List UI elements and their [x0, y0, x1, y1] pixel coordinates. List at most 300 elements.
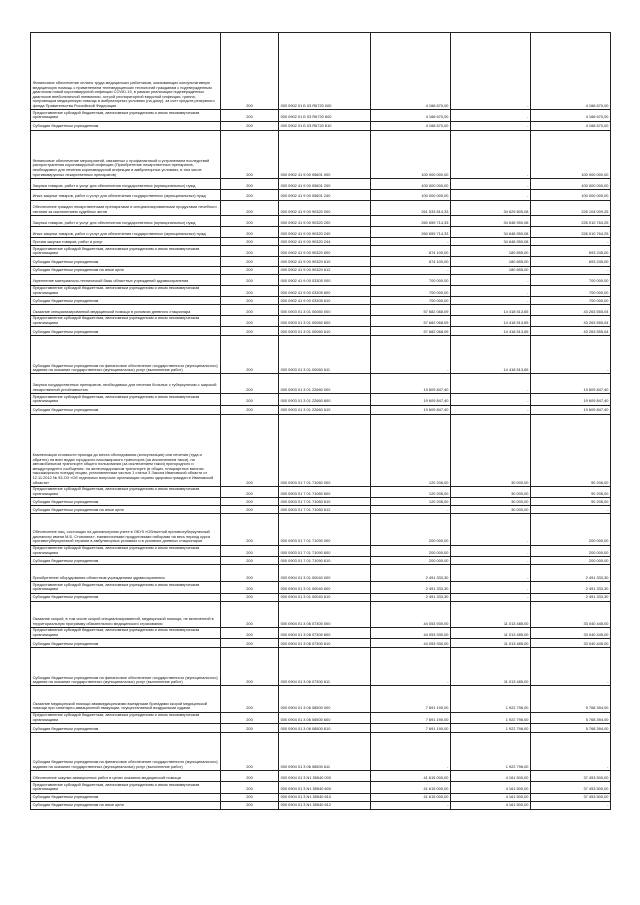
table-row [31, 593, 611, 601]
row-name-cell: Субсидии бюджетным учреждениям [31, 556, 221, 564]
row-code-cell: 200 [221, 200, 279, 216]
row-remaining-amount-cell: 4 168 670,00 [531, 110, 611, 121]
row-name-cell: Закупка товаров, работ и услуг для обеспечения государственных (муниципальных) нужд [31, 178, 221, 189]
row-code-cell: 200 [221, 733, 279, 771]
row-approved-amount-cell: 261 533 814,33 [371, 200, 451, 216]
row-approved-amount-cell: 260 659 714,33 [371, 227, 451, 238]
row-classification-cell: 000 0904 01 3 N1 55540 600 [279, 782, 371, 793]
table-row [31, 648, 611, 686]
row-approved-amount-cell: 700 000,00 [371, 274, 451, 285]
row-classification-cell: 000 0904 01 3 01 00040 000 [279, 564, 371, 581]
row-code-cell: 200 [221, 648, 279, 686]
row-name-cell: Субсидии бюджетным учреждениям [31, 793, 221, 801]
row-classification-cell: 000 0902 41 9 00 03305 610 [279, 296, 371, 304]
row-name-cell: Предоставление субсидий бюджетным, автономным учреждениям и иным некоммерческим организациям [31, 315, 221, 326]
row-name-cell: Предоставление субсидий бюджетным, автономным учреждениям и иным некоммерческим организациям [31, 627, 221, 638]
row-code-cell: 200 [221, 374, 279, 394]
row-code-cell: 200 [221, 405, 279, 414]
row-executed-amount-cell: - [451, 564, 531, 581]
row-code-cell: 200 [221, 506, 279, 514]
row-code-cell: 200 [221, 227, 279, 238]
row-classification-cell: 000 0903 01 3 01 00060 000 [279, 304, 371, 315]
table-row [31, 601, 611, 627]
row-approved-amount-cell: - [371, 801, 451, 809]
row-code-cell: 200 [221, 304, 279, 315]
row-remaining-amount-cell: 200 000,00 [531, 545, 611, 556]
row-remaining-amount-cell: 2 491 333,30 [531, 582, 611, 593]
row-approved-amount-cell: - [371, 506, 451, 514]
row-name-cell: Прочая закупка товаров, работ и услуг [31, 238, 221, 246]
row-remaining-amount-cell: 700 000,00 [531, 285, 611, 296]
row-classification-cell: 000 0904 01 3 06 07300 611 [279, 648, 371, 686]
row-name-cell: Приобретение оборудования областным учреждениям здравоохранения [31, 564, 221, 581]
row-classification-cell: 000 0902 41 9 00 90320 612 [279, 266, 371, 274]
row-classification-cell: 000 0904 01 3 01 00040 610 [279, 593, 371, 601]
table-row [31, 394, 611, 405]
row-remaining-amount-cell: 90 206,00 [531, 498, 611, 506]
row-remaining-amount-cell: 226 010 764,25 [531, 227, 611, 238]
row-approved-amount-cell: 44 053 930,00 [371, 601, 451, 627]
table-row [31, 414, 611, 486]
row-classification-cell: 000 0903 01 7 01 71060 000 [279, 414, 371, 486]
row-approved-amount-cell: 874 100,00 [371, 257, 451, 266]
table-row [31, 556, 611, 564]
row-classification-cell: 000 0904 01 3 06 07300 610 [279, 639, 371, 648]
row-approved-amount-cell: 2 491 333,30 [371, 582, 451, 593]
row-name-cell: Субсидии бюджетным учреждениям [31, 405, 221, 414]
row-remaining-amount-cell: 90 206,00 [531, 414, 611, 486]
row-code-cell: 200 [221, 33, 279, 110]
row-remaining-amount-cell: 5 768 394,00 [531, 686, 611, 712]
row-classification-cell: 000 0902 41 9 00 05601 240 [279, 189, 371, 200]
row-classification-cell: 000 0902 41 9 00 03305 600 [279, 285, 371, 296]
row-code-cell: 200 [221, 315, 279, 326]
row-remaining-amount-cell: 5 768 394,00 [531, 712, 611, 723]
row-approved-amount-cell: 100 000 000,00 [371, 130, 451, 178]
row-classification-cell: 000 0903 01 3 01 00060 600 [279, 315, 371, 326]
row-code-cell: 200 [221, 782, 279, 793]
table-row [31, 771, 611, 782]
row-code-cell: 200 [221, 712, 279, 723]
budget-execution-table [30, 32, 611, 810]
row-approved-amount-cell: 57 682 068,09 [371, 327, 451, 336]
row-classification-cell: 000 0903 01 3 01 22660 000 [279, 374, 371, 394]
row-classification-cell: 000 0904 01 3 06 08500 000 [279, 686, 371, 712]
row-code-cell: 200 [221, 266, 279, 274]
row-classification-cell: 000 0903 01 3 01 22660 610 [279, 405, 371, 414]
row-remaining-amount-cell: 4 168 670,00 [531, 33, 611, 110]
row-executed-amount-cell: - [451, 285, 531, 296]
row-name-cell: Закупка государственных препаратов, необходимых для лечения больных с туберкулезом с широкой лекарственной устойчивостью [31, 374, 221, 394]
table-row [31, 639, 611, 648]
row-remaining-amount-cell: - [531, 506, 611, 514]
table-row [31, 782, 611, 793]
table-row [31, 227, 611, 238]
row-remaining-amount-cell: 700 000,00 [531, 274, 611, 285]
row-executed-amount-cell: 34 648 950,08 [451, 216, 531, 227]
row-remaining-amount-cell: 37 453 500,00 [531, 771, 611, 782]
row-approved-amount-cell: 4 168 670,00 [371, 121, 451, 130]
row-remaining-amount-cell: 700 000,00 [531, 296, 611, 304]
row-name-cell: Предоставление субсидий бюджетным, автономным учреждениям и иным некоммерческим организациям [31, 285, 221, 296]
row-approved-amount-cell: - [371, 648, 451, 686]
row-name-cell: Оказание специализированной медицинской помощи в условиях дневного стационара [31, 304, 221, 315]
row-remaining-amount-cell: 2 491 333,30 [531, 593, 611, 601]
row-approved-amount-cell: 41 615 000,00 [371, 771, 451, 782]
row-approved-amount-cell: 41 615 000,00 [371, 782, 451, 793]
row-executed-amount-cell: - [451, 110, 531, 121]
row-executed-amount-cell: 4 161 500,00 [451, 771, 531, 782]
row-executed-amount-cell: 4 161 500,00 [451, 801, 531, 809]
row-approved-amount-cell: 19 609 847,40 [371, 394, 451, 405]
row-approved-amount-cell: 260 659 714,33 [371, 216, 451, 227]
row-approved-amount-cell: - [371, 336, 451, 374]
row-remaining-amount-cell: - [531, 733, 611, 771]
row-code-cell: 200 [221, 246, 279, 257]
table-body [31, 33, 611, 810]
row-approved-amount-cell: 700 000,00 [371, 296, 451, 304]
row-approved-amount-cell: 2 491 333,30 [371, 593, 451, 601]
table-row [31, 506, 611, 514]
table-row [31, 801, 611, 809]
row-executed-amount-cell: - [451, 556, 531, 564]
row-executed-amount-cell: 4 161 500,00 [451, 782, 531, 793]
row-approved-amount-cell: 7 691 190,00 [371, 686, 451, 712]
row-classification-cell: 000 0904 01 3 01 00040 600 [279, 582, 371, 593]
table-row [31, 216, 611, 227]
row-code-cell: 200 [221, 189, 279, 200]
table-row [31, 498, 611, 506]
row-remaining-amount-cell: - [531, 801, 611, 809]
row-executed-amount-cell: 34 648 950,08 [451, 238, 531, 246]
row-name-cell: Субсидии бюджетным учреждениям [31, 257, 221, 266]
row-name-cell: Компенсация стоимости проезда до места обследования (консультации) или лечения (туда и обратно) на всех видах городского пассажирского транспорта (за исключением такси), на автомобильном транспорте общего пользования (за исключением такси) пригородного и междугороднего сообщения, на железнодорожном транспорте (в общих, плацкартных вагонах пассажирского поезда) лицам, установленным частью 1 статьи 3 Закона Ивановской области от 12.11.2012 № 93-ОЗ «Об отдельных вопросах организации охраны здоровья граждан в Ивановской области» [31, 414, 221, 486]
row-classification-cell: 000 0903 01 7 01 71060 610 [279, 498, 371, 506]
row-approved-amount-cell: 200 000,00 [371, 545, 451, 556]
row-name-cell: Предоставление субсидий бюджетным, автономным учреждениям и иным некоммерческим организациям [31, 110, 221, 121]
row-remaining-amount-cell: 19 609 847,40 [531, 374, 611, 394]
row-code-cell: 200 [221, 582, 279, 593]
row-name-cell: Субсидии бюджетным учреждениям [31, 121, 221, 130]
row-classification-cell: 000 0904 01 3 N1 55540 612 [279, 801, 371, 809]
table-row [31, 257, 611, 266]
row-classification-cell: 000 0904 01 3 06 08500 610 [279, 724, 371, 733]
row-remaining-amount-cell: 100 000 000,00 [531, 178, 611, 189]
row-code-cell: 200 [221, 724, 279, 733]
row-code-cell: 200 [221, 601, 279, 627]
row-name-cell: Финансовое обеспечение оплаты труда медицинских работников, оказывающих консультативную медицинскую помощь с применением телемедицинских технологий гражданам с подтвержденным диагнозом новой коронавирусной инфекции COVID-19, в рамках реализации подтвержденных диагнозов внебольничной пневмонии, острой респираторной вирусной инфекции, гриппа, получающим медицинскую помощь в амбулаторных условиях (на дому), за счет средств резервного фонда Правительства Российской Федерации [31, 33, 221, 110]
row-executed-amount-cell: 1 922 796,00 [451, 686, 531, 712]
row-code-cell: 200 [221, 486, 279, 497]
table-row [31, 686, 611, 712]
row-code-cell: 200 [221, 627, 279, 638]
row-executed-amount-cell: 34 648 950,08 [451, 227, 531, 238]
row-classification-cell: 000 0902 01 Б 03 R6720 600 [279, 110, 371, 121]
row-classification-cell: 000 0902 01 Б 03 R6720 610 [279, 121, 371, 130]
table-row [31, 486, 611, 497]
row-approved-amount-cell: - [371, 238, 451, 246]
row-name-cell: Оказание скорой, в том числе скорой специализированной, медицинской помощи, не включенной в территориальную программу обязательного медицинского страхования [31, 601, 221, 627]
row-name-cell: Субсидии бюджетным учреждениям на иные цели [31, 801, 221, 809]
row-name-cell: Закупка товаров, работ и услуг для обеспечения государственных (муниципальных) нужд [31, 216, 221, 227]
table-row [31, 724, 611, 733]
row-executed-amount-cell: 30 000,00 [451, 486, 531, 497]
row-name-cell: Предоставление субсидий бюджетным, автономным учреждениям и иным некоммерческим организациям [31, 545, 221, 556]
row-remaining-amount-cell: 43 263 555,04 [531, 327, 611, 336]
row-name-cell: Субсидии бюджетным учреждениям на финансовое обеспечение государственного (муниципального) задания на оказание государственных (муниципальных) услуг (выполнение работ) [31, 336, 221, 374]
row-classification-cell: 000 0903 01 3 01 00060 610 [279, 327, 371, 336]
row-approved-amount-cell: 700 000,00 [371, 285, 451, 296]
table-row [31, 712, 611, 723]
table-row [31, 336, 611, 374]
row-classification-cell: 000 0904 01 3 06 07300 000 [279, 601, 371, 627]
row-classification-cell: 000 0903 01 7 01 71060 600 [279, 486, 371, 497]
row-classification-cell: 000 0904 01 3 N1 55540 610 [279, 793, 371, 801]
row-executed-amount-cell: 14 418 513,65 [451, 327, 531, 336]
table-row [31, 130, 611, 178]
row-name-cell: Иные закупки товаров, работ и услуг для обеспечения государственных (муниципальных) нужд [31, 227, 221, 238]
row-classification-cell: 000 0904 01 3 06 07300 600 [279, 627, 371, 638]
row-classification-cell: 000 0903 01 7 01 71090 610 [279, 556, 371, 564]
row-name-cell: Субсидии бюджетным учреждениям [31, 724, 221, 733]
table-row [31, 733, 611, 771]
row-code-cell: 200 [221, 336, 279, 374]
table-row [31, 793, 611, 801]
row-name-cell: Финансовое обеспечение мероприятий, связанных с профилактикой и устранением последствий распространения коронавирусной инфекции (Приобретение лекарственных препаратов, необходимых для лечения коронавирусной инфекции в амбулаторных условиях, в том числе противовирусных лекарственных препаратов) [31, 130, 221, 178]
row-name-cell: Обеспечение лиц, состоящих на диспансерном учете в ОБУЗ «Областной противотуберкулезный диспансер имени М.Б. Стоюнина», ежемесячными продуктовыми наборами на весь период курса противотуберкулезной терапии в амбулаторных условиях и в условиях дневных стационаров [31, 514, 221, 545]
row-remaining-amount-cell: 226 010 764,25 [531, 216, 611, 227]
row-name-cell: Субсидии бюджетным учреждениям на финансовое обеспечение государственного (муниципального) задания на оказание государственных (муниципальных) услуг (выполнение работ) [31, 733, 221, 771]
row-classification-cell: 000 0903 01 3 01 00060 611 [279, 336, 371, 374]
row-remaining-amount-cell: 33 040 445,00 [531, 639, 611, 648]
row-remaining-amount-cell: 43 263 555,04 [531, 315, 611, 326]
row-remaining-amount-cell: - [531, 648, 611, 686]
table-row [31, 246, 611, 257]
row-executed-amount-cell: 11 013 485,00 [451, 601, 531, 627]
row-approved-amount-cell: 120 206,00 [371, 414, 451, 486]
row-approved-amount-cell: 200 000,00 [371, 556, 451, 564]
row-code-cell: 200 [221, 545, 279, 556]
row-executed-amount-cell: 30 000,00 [451, 498, 531, 506]
row-classification-cell: 000 0902 41 9 00 90320 200 [279, 216, 371, 227]
row-executed-amount-cell: 180 855,00 [451, 257, 531, 266]
row-classification-cell: 000 0902 41 9 00 03305 000 [279, 274, 371, 285]
row-executed-amount-cell: - [451, 394, 531, 405]
row-code-cell: 200 [221, 556, 279, 564]
row-classification-cell: 000 0902 01 Б 03 R6720 000 [279, 33, 371, 110]
row-executed-amount-cell: - [451, 189, 531, 200]
row-name-cell: Обеспечение граждан лекарственными препаратами и специализированными продуктами лечебного питания за исключением судебных актов [31, 200, 221, 216]
row-executed-amount-cell: 30 000,00 [451, 506, 531, 514]
row-code-cell: 200 [221, 414, 279, 486]
row-classification-cell: 000 0904 01 3 N1 55540 000 [279, 771, 371, 782]
row-classification-cell: 000 0904 01 3 06 08500 600 [279, 712, 371, 723]
row-remaining-amount-cell: 33 040 445,00 [531, 627, 611, 638]
row-executed-amount-cell: - [451, 374, 531, 394]
row-classification-cell: 000 0903 01 3 01 22660 600 [279, 394, 371, 405]
table-row [31, 304, 611, 315]
row-executed-amount-cell: 14 418 513,65 [451, 315, 531, 326]
row-code-cell: 200 [221, 238, 279, 246]
row-executed-amount-cell: - [451, 405, 531, 414]
row-executed-amount-cell: 180 855,00 [451, 246, 531, 257]
row-code-cell: 200 [221, 327, 279, 336]
row-name-cell: Укрепление материально-технической базы областных учреждений здравоохранения [31, 274, 221, 285]
row-code-cell: 200 [221, 178, 279, 189]
row-approved-amount-cell: 200 000,00 [371, 514, 451, 545]
table-row [31, 374, 611, 394]
row-remaining-amount-cell: 693 245,00 [531, 246, 611, 257]
row-remaining-amount-cell: 100 000 000,00 [531, 130, 611, 178]
row-code-cell: 200 [221, 257, 279, 266]
row-executed-amount-cell: - [451, 33, 531, 110]
row-name-cell: Предоставление субсидий бюджетным, автономным учреждениям и иным некоммерческим организациям [31, 246, 221, 257]
row-executed-amount-cell: 34 629 805,08 [451, 200, 531, 216]
row-approved-amount-cell: 4 168 670,00 [371, 33, 451, 110]
row-executed-amount-cell: - [451, 593, 531, 601]
row-approved-amount-cell: 41 615 000,00 [371, 793, 451, 801]
row-approved-amount-cell: 120 206,00 [371, 498, 451, 506]
row-executed-amount-cell: 14 418 513,65 [451, 336, 531, 374]
row-code-cell: 200 [221, 793, 279, 801]
row-remaining-amount-cell: - [531, 336, 611, 374]
row-remaining-amount-cell: 693 245,00 [531, 257, 611, 266]
row-remaining-amount-cell: 4 168 670,00 [531, 121, 611, 130]
row-approved-amount-cell: - [371, 266, 451, 274]
row-executed-amount-cell: - [451, 296, 531, 304]
table-row [31, 110, 611, 121]
row-code-cell: 200 [221, 296, 279, 304]
row-executed-amount-cell: 4 161 500,00 [451, 793, 531, 801]
row-remaining-amount-cell: 33 040 445,00 [531, 601, 611, 627]
row-remaining-amount-cell: 19 609 847,40 [531, 394, 611, 405]
row-approved-amount-cell: 44 053 930,00 [371, 627, 451, 638]
row-code-cell: 200 [221, 514, 279, 545]
row-approved-amount-cell: 19 609 847,40 [371, 405, 451, 414]
row-code-cell: 200 [221, 686, 279, 712]
row-remaining-amount-cell: 19 609 847,40 [531, 405, 611, 414]
row-classification-cell: 000 0902 41 9 00 90320 600 [279, 246, 371, 257]
row-classification-cell: 000 0902 41 9 00 90320 244 [279, 238, 371, 246]
row-executed-amount-cell: 180 855,00 [451, 266, 531, 274]
row-name-cell: Оказание медицинской помощи авиамедицинскими выездными бригадами скорой медицинской помощи при санитарно-авиационной эвакуации, осуществляемой воздушными судами [31, 686, 221, 712]
row-remaining-amount-cell: - [531, 266, 611, 274]
row-approved-amount-cell: 120 206,00 [371, 486, 451, 497]
row-approved-amount-cell: 874 100,00 [371, 246, 451, 257]
row-classification-cell: 000 0903 01 7 01 71090 000 [279, 514, 371, 545]
row-remaining-amount-cell: - [531, 238, 611, 246]
row-approved-amount-cell: 44 053 930,00 [371, 639, 451, 648]
row-name-cell: Субсидии бюджетным учреждениям на иные цели [31, 266, 221, 274]
row-classification-cell: 000 0902 41 9 00 05601 000 [279, 130, 371, 178]
row-remaining-amount-cell: 5 768 394,00 [531, 724, 611, 733]
row-executed-amount-cell: 1 922 796,00 [451, 724, 531, 733]
row-remaining-amount-cell: 200 000,00 [531, 514, 611, 545]
table-row [31, 564, 611, 581]
row-executed-amount-cell: - [451, 582, 531, 593]
row-code-cell: 200 [221, 639, 279, 648]
row-executed-amount-cell: 11 013 485,00 [451, 639, 531, 648]
row-executed-amount-cell: 11 013 485,00 [451, 648, 531, 686]
row-code-cell: 200 [221, 285, 279, 296]
row-executed-amount-cell: 30 000,00 [451, 414, 531, 486]
row-executed-amount-cell: - [451, 274, 531, 285]
table-row [31, 238, 611, 246]
row-remaining-amount-cell: 37 453 500,00 [531, 793, 611, 801]
table-row [31, 327, 611, 336]
row-classification-cell: 000 0902 41 9 00 90320 000 [279, 200, 371, 216]
row-executed-amount-cell: - [451, 514, 531, 545]
row-name-cell: Субсидии бюджетным учреждениям [31, 639, 221, 648]
table-row [31, 178, 611, 189]
row-classification-cell: 000 0902 41 9 00 90320 240 [279, 227, 371, 238]
table-row [31, 627, 611, 638]
row-classification-cell: 000 0903 01 7 01 71090 600 [279, 545, 371, 556]
row-code-cell: 200 [221, 130, 279, 178]
row-code-cell: 200 [221, 394, 279, 405]
row-name-cell: Субсидии бюджетным учреждениям на иные цели [31, 506, 221, 514]
row-code-cell: 200 [221, 110, 279, 121]
row-executed-amount-cell: - [451, 545, 531, 556]
row-executed-amount-cell: 1 922 796,00 [451, 712, 531, 723]
table-row [31, 405, 611, 414]
row-remaining-amount-cell: 200 000,00 [531, 556, 611, 564]
row-remaining-amount-cell: 90 206,00 [531, 486, 611, 497]
table-row [31, 285, 611, 296]
row-approved-amount-cell: 100 000 000,00 [371, 189, 451, 200]
row-executed-amount-cell: 1 922 796,00 [451, 733, 531, 771]
row-approved-amount-cell: - [371, 733, 451, 771]
row-code-cell: 200 [221, 274, 279, 285]
table-row [31, 582, 611, 593]
row-executed-amount-cell: 14 418 513,65 [451, 304, 531, 315]
row-name-cell: Предоставление субсидий бюджетным, автономным учреждениям и иным некоммерческим организациям [31, 394, 221, 405]
row-name-cell: Предоставление субсидий бюджетным, автономным учреждениям и иным некоммерческим организациям [31, 782, 221, 793]
row-approved-amount-cell: 4 168 670,00 [371, 110, 451, 121]
row-code-cell: 200 [221, 564, 279, 581]
table-row [31, 33, 611, 110]
table-row [31, 545, 611, 556]
row-code-cell: 200 [221, 801, 279, 809]
table-row [31, 121, 611, 130]
row-classification-cell: 000 0903 01 7 01 71060 612 [279, 506, 371, 514]
row-approved-amount-cell: 2 491 333,30 [371, 564, 451, 581]
row-approved-amount-cell: 7 691 190,00 [371, 724, 451, 733]
row-name-cell: Иные закупки товаров, работ и услуг для обеспечения государственных (муниципальных) нужд [31, 189, 221, 200]
row-code-cell: 200 [221, 593, 279, 601]
row-remaining-amount-cell: 226 104 009,25 [531, 200, 611, 216]
row-approved-amount-cell: 57 682 068,09 [371, 315, 451, 326]
row-code-cell: 200 [221, 771, 279, 782]
row-executed-amount-cell: 11 013 485,00 [451, 627, 531, 638]
row-executed-amount-cell: - [451, 121, 531, 130]
row-name-cell: Предоставление субсидий бюджетным, автономным учреждениям и иным некоммерческим организациям [31, 712, 221, 723]
row-classification-cell: 000 0904 01 3 06 08500 611 [279, 733, 371, 771]
row-name-cell: Субсидии бюджетным учреждениям [31, 296, 221, 304]
table-row [31, 315, 611, 326]
row-name-cell: Субсидии бюджетным учреждениям [31, 593, 221, 601]
row-name-cell: Субсидии бюджетным учреждениям [31, 498, 221, 506]
row-name-cell: Субсидии бюджетным учреждениям [31, 327, 221, 336]
table-row [31, 266, 611, 274]
row-remaining-amount-cell: 100 000 000,00 [531, 189, 611, 200]
row-name-cell: Обеспечение закупки авиационных работ в целях оказания медицинской помощи [31, 771, 221, 782]
row-remaining-amount-cell: 43 263 555,04 [531, 304, 611, 315]
row-name-cell: Субсидии бюджетным учреждениям на финансовое обеспечение государственного (муниципального) задания на оказание государственных (муниципальных) услуг (выполнение работ) [31, 648, 221, 686]
row-remaining-amount-cell: 2 491 333,30 [531, 564, 611, 581]
row-code-cell: 200 [221, 498, 279, 506]
row-approved-amount-cell: 57 682 068,09 [371, 304, 451, 315]
